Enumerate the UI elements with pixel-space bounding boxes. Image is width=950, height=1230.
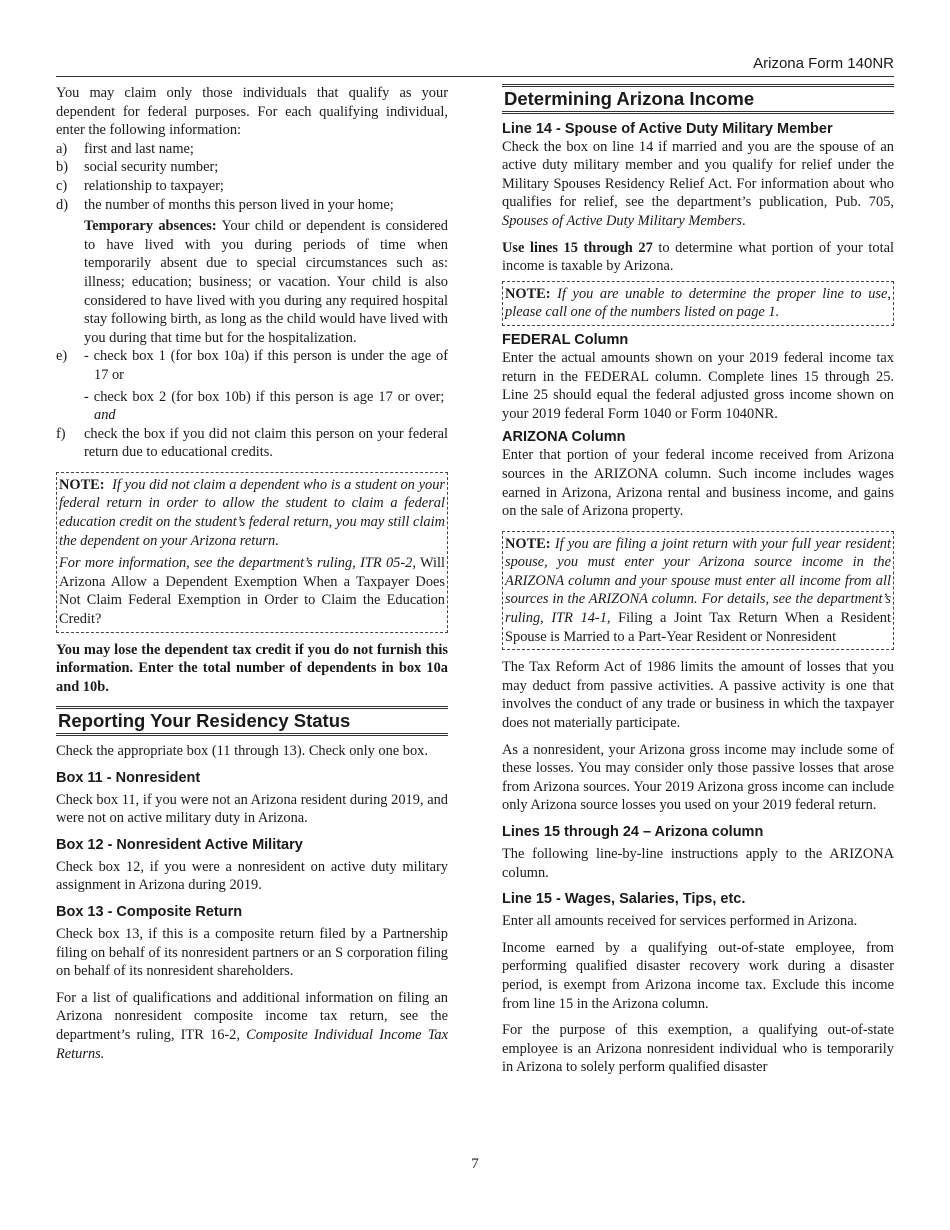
- federal-column-heading: FEDERAL Column: [502, 331, 629, 348]
- arizona-column-text: Enter that portion of your federal income received from Arizona sources in the ARIZONA column. Such income includes wages earned in Arizona, Arizona rental and business income, and gains on the sale of Arizona property.: [502, 447, 894, 520]
- lines15-24-heading: Lines 15 through 24 – Arizona column: [502, 824, 764, 840]
- page-number: 7: [471, 1156, 479, 1172]
- residency-section-heading: Reporting Your Residency Status: [56, 706, 448, 736]
- lines15-24-text: The following line-by-line instructions apply to the ARIZONA column.: [502, 846, 894, 881]
- line14-heading: Line 14 - Spouse of Active Duty Military Member: [502, 120, 833, 137]
- box12-heading: Box 12 - Nonresident Active Military: [56, 836, 303, 853]
- nonresident-losses-text: As a nonresident, your Arizona gross income may include some of these losses. You may consider only those passive losses that arose from Arizona sources. Your 2019 Arizona gross income can include only Arizona source losses you used on your 2019 federal return.: [502, 741, 894, 814]
- right-column: [502, 84, 894, 1077]
- list-item-a: a) first and last name;: [56, 140, 194, 157]
- line15-heading: Line 15 - Wages, Salaries, Tips, etc.: [502, 891, 746, 908]
- header-rule: [56, 76, 894, 77]
- list-item-f: f) check the box if you did not claim this person on your federal return due to educational credits.: [56, 425, 448, 461]
- list-item-e: e) - check box 1 (for box 10a) if this person is under the age of 17 or - check box 2 (for box 10b) if this person is age 17 or over; and: [56, 348, 448, 424]
- form-title: Arizona Form 140NR: [753, 55, 894, 72]
- residency-intro: Check the appropriate box (11 through 13). Check only one box.: [56, 743, 428, 759]
- line15-text-1: Enter all amounts received for services performed in Arizona.: [502, 913, 858, 930]
- box11-text: Check box 11, if you were not an Arizona resident during 2019, and were not on active military duty in Arizona.: [56, 791, 448, 827]
- composite-info: For a list of qualifications and additional information on filing an Arizona nonresident composite income tax return, see the department’s ruling, ITR 16-2, Composite Individual Income Tax Returns.: [56, 989, 448, 1062]
- list-item-d: d) the number of months this person lived in your home;: [56, 196, 394, 213]
- income-section-heading: Determining Arizona Income: [502, 84, 894, 114]
- line15-text-3: For the purpose of this exemption, a qualifying out-of-state employee is an Arizona nonresident individual who is temporarily in Arizona to solely perform qualified disaster: [502, 1022, 894, 1076]
- arizona-column-heading: ARIZONA Column: [502, 429, 626, 446]
- dependent-warning: You may lose the dependent tax credit if you do not furnish this information. Enter the total number of dependents in box 10a and 10b.: [56, 641, 448, 695]
- dependents-intro: You may claim only those individuals that qualify as your dependent for federal purposes. For each qualifying individual, enter the following information:: [56, 85, 448, 139]
- left-column: [56, 84, 448, 1063]
- federal-column-text: Enter the actual amounts shown on your 2019 federal income tax return in the FEDERAL column. Complete lines 15 through 25. Line 25 should equal the federal adjusted gross income shown on your 2019 federal Form 1040 or Form 1040NR.: [502, 349, 894, 422]
- box11-heading: Box 11 - Nonresident: [56, 769, 201, 786]
- joint-return-note: NOTE: If you are filing a joint return with your full year resident spouse, you must enter your Arizona source income in the ARIZONA column and your spouse must enter all income from all sources in the ARIZONA column. For details, see the department’s ruling, ITR 14-1, Filing a Joint Tax Return When a Resident Spouse is Married to a Part-Year Resident or Nonresident: [502, 531, 894, 651]
- box13-heading: Box 13 - Composite Return: [56, 903, 243, 920]
- education-credit-note: NOTE: If you did not claim a dependent who is a student on your federal return in order to allow the student to claim a federal education credit on the student’s federal return, you may still claim the dependent on your Arizona return. For more information, see the department’s ruling, ITR 05-2, Will Arizona Allow a Dependent Exemption When a Taxpayer Does Not Claim Federal Exemption in Order to Claim the Education Credit?: [56, 472, 448, 633]
- temporary-absences: Temporary absences: Your child or dependent is considered to have lived with you during periods of time when temporarily absent due to special circumstances such as: illness; education; business; or vacation. Your child is also considered to have lived with you during any required hospital stay following birth, as long as the child would have lived with you during that time but for the hospitalization.: [84, 218, 448, 346]
- proper-line-note: NOTE: If you are unable to determine the proper line to use, please call one of the numbers listed on page 1.: [502, 281, 894, 326]
- line15-text-2: Income earned by a qualifying out-of-state employee, from performing qualified disaster recovery work during a disaster period, is exempt from Arizona income tax. Exclude this income from line 15 in the Arizona column.: [502, 939, 894, 1012]
- tax-reform-text: The Tax Reform Act of 1986 limits the amount of losses that you may deduct from passive activities. A passive activity is one that involves the conduct of any trade or business in which the taxpayer does not materially participate.: [502, 659, 894, 732]
- line14-text: Check the box on line 14 if married and you are the spouse of an active duty military member and you qualify for relief under the Military Spouses Residency Relief Act. For information about who qualifies for relief, see the department’s publication, Pub. 705, Spouses of Active Duty Military Members.: [502, 138, 894, 229]
- list-item-c: c) relationship to taxpayer;: [56, 177, 224, 194]
- use-lines-text: Use lines 15 through 27 to determine what portion of your total income is taxable by Arizona.: [502, 239, 894, 275]
- note-label: NOTE:: [59, 476, 105, 493]
- box13-text: Check box 13, if this is a composite return filed by a Partnership filing on behalf of its nonresident partners or an S corporation filing on behalf of its nonresident shareholders.: [56, 925, 448, 980]
- list-item-b: b) social security number;: [56, 159, 219, 176]
- box12-text: Check box 12, if you were a nonresident on active duty military assignment in Arizona during 2019.: [56, 858, 448, 894]
